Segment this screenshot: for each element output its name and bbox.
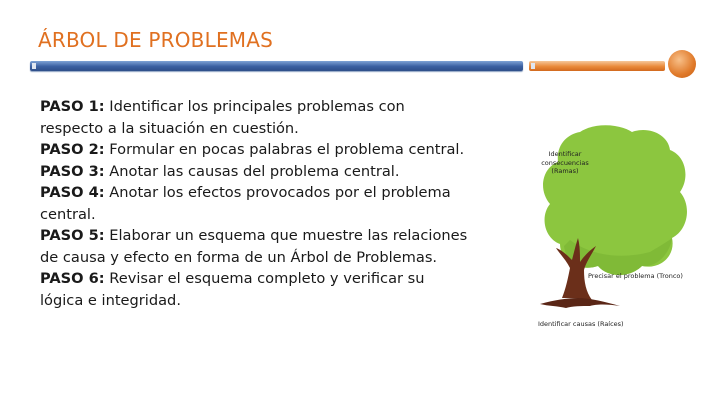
step-2 [40,141,464,158]
step-2-text: Formular en pocas palabras el problema central. [104,141,465,158]
tree-roots [540,298,620,308]
title-rule-orange [529,61,665,71]
trunk-label: Precisar el problema (Tronco) [588,272,683,280]
step-1 [40,98,405,137]
steps-list [40,96,470,311]
step-6 [40,270,425,309]
step-1-text: Identificar los principales problemas con respecto a la situación en cuestión. [40,98,405,137]
step-6-text: Revisar el esquema completo y verificar su lógica e integridad. [40,270,425,309]
step-1-label: PASO 1: [40,98,105,115]
rule-tick-left [32,63,36,69]
branches-label-line-3: (Ramas) [551,167,579,175]
step-2-label: PASO 2: [40,141,105,158]
step-3-text: Anotar las causas del problema central. [104,162,400,180]
slide-title: ÁRBOL DE PROBLEMAS [38,28,274,52]
step-3 [40,163,400,180]
title-rule-blue [30,61,523,71]
step-4-text: Anotar los efectos provocados por el problema central. [40,184,451,223]
roots-label: Identificar causas (Raíces) [538,320,624,328]
branches-label-line-2: consecuencias [541,158,589,167]
orange-circle-decoration [668,50,696,78]
step-3-label: PASO 3: [40,162,105,180]
step-5-label: PASO 5: [40,227,105,244]
branches-label [535,150,595,176]
step-4-label: PASO 4: [40,184,105,201]
step-4 [40,184,451,223]
branches-label-line-1: Identificar [548,150,582,158]
rule-tick-right [531,63,535,69]
step-6-label: PASO 6: [40,270,105,287]
step-5 [40,227,467,266]
step-5-text: Elaborar un esquema que muestre las relaciones de causa y efecto en forma de un Árbol de Problemas. [40,227,468,266]
